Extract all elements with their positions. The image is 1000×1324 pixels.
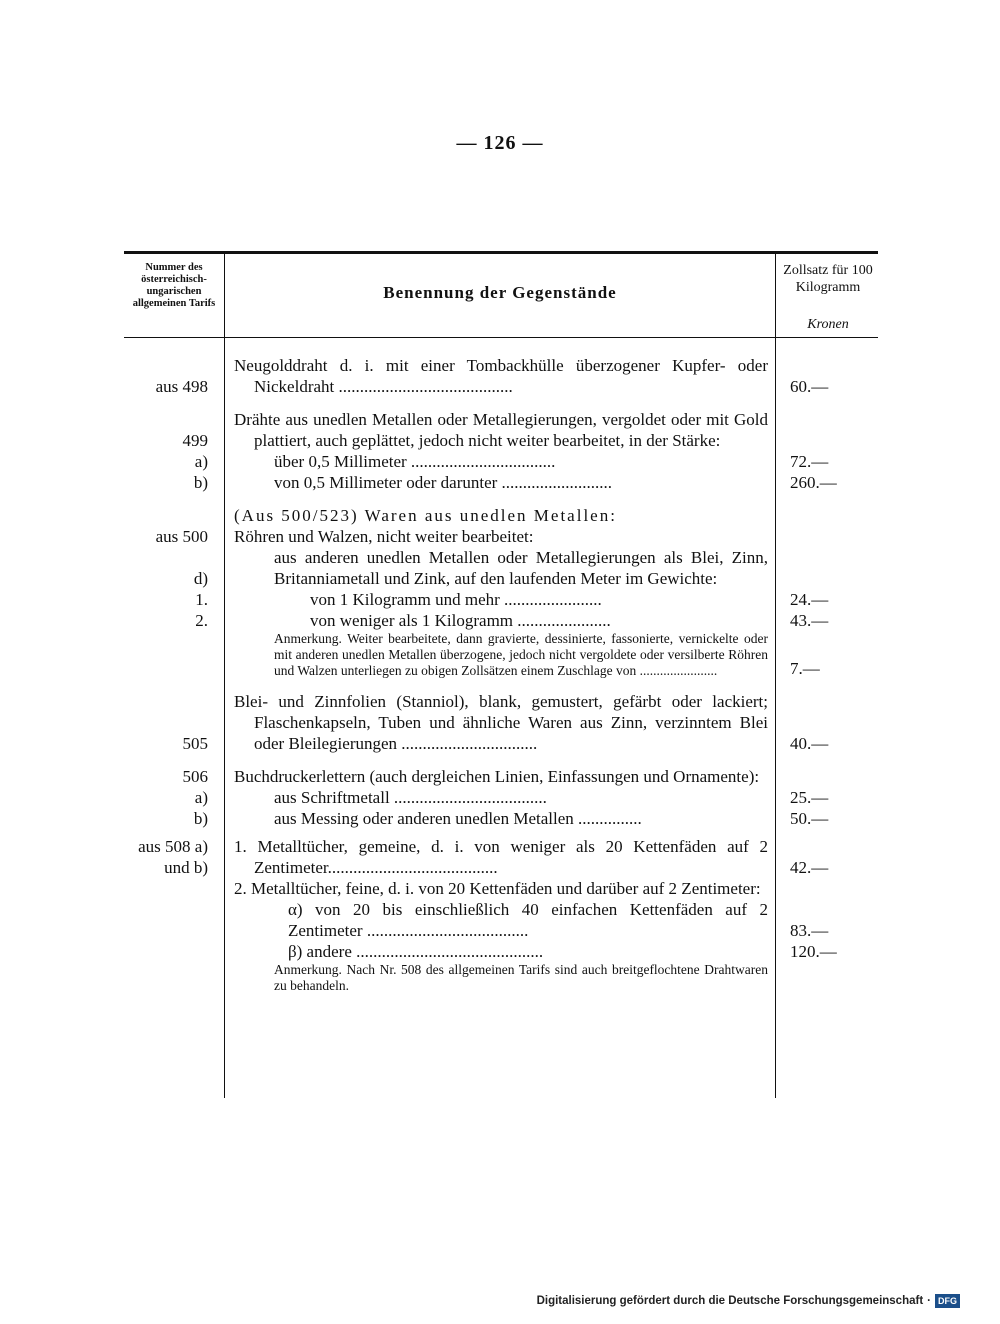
table-row <box>124 631 878 679</box>
table-row <box>124 899 878 941</box>
annotation-text: Anmerkung. Weiter bearbeitete, dann gravierte, dessinierte, fassonierte, vernickelte oder mit anderen unedlen Metallen überzogene, jedoch nicht vergoldete oder versilberte Röhren und Walzen unterliegen zu obigen Zollsätzen einem Zuschlage von ....................... <box>274 631 768 678</box>
table-row <box>124 409 878 451</box>
table-row <box>124 355 878 397</box>
item-description: (Aus 500/523) Waren aus unedlen Metallen: <box>234 506 617 525</box>
tariff-number: 506 <box>182 767 208 786</box>
table-row <box>124 962 878 994</box>
table-row <box>124 787 878 808</box>
duty-value: 260.— <box>790 473 837 492</box>
dfg-logo-icon: DFG <box>935 1294 960 1308</box>
item-description: von 0,5 Millimeter oder darunter .......................... <box>274 473 613 492</box>
tariff-number: 2. <box>195 611 208 630</box>
table-row <box>124 526 878 547</box>
footer-text: Digitalisierung gefördert durch die Deutsche Forschungsgemeinschaft <box>536 1295 924 1307</box>
tariff-number: aus 508 a) und b) <box>138 837 208 877</box>
duty-value: 40.— <box>790 734 829 753</box>
table-row <box>124 766 878 787</box>
item-description: 2. Metalltücher, feine, d. i. von 20 Kettenfäden und darüber auf 2 Zentimeter: <box>234 879 761 898</box>
table-row <box>124 808 878 829</box>
item-description: von 1 Kilogramm und mehr ....................... <box>310 590 602 609</box>
duty-value: 42.— <box>790 858 829 877</box>
header-currency-unit: Kronen <box>807 317 849 332</box>
item-description: Röhren und Walzen, nicht weiter bearbeitet: <box>234 527 534 546</box>
table-row <box>124 589 878 610</box>
item-description: Drähte aus unedlen Metallen oder Metallegierungen, vergoldet oder mit Gold plattiert, auch geplättet, jedoch nicht weiter bearbeitet, in der Stärke: <box>234 410 768 450</box>
table-row <box>124 836 878 878</box>
duty-value: 25.— <box>790 788 829 807</box>
duty-value: 72.— <box>790 452 829 471</box>
item-description: 1. Metalltücher, gemeine, d. i. von weniger als 20 Kettenfäden auf 2 Zentimeter........................................ <box>234 837 768 877</box>
duty-value: 7.— <box>790 659 820 678</box>
duty-value: 43.— <box>790 611 829 630</box>
item-description: aus anderen unedlen Metallen oder Metallegierungen als Blei, Zinn, Britanniametall und Zink, auf den laufenden Meter im Gewichte: <box>274 548 768 588</box>
item-description: Blei- und Zinnfolien (Stanniol), blank, gemustert, gefärbt oder lackiert; Flaschenkapseln, Tuben und ähnliche Waren aus Zinn, verzinntem Blei oder Bleilegierungen ................................ <box>234 692 768 753</box>
table-row <box>124 610 878 631</box>
table-row <box>124 451 878 472</box>
table-top-rule <box>124 251 878 254</box>
table-header-rule <box>124 337 878 338</box>
tariff-number: a) <box>194 452 208 471</box>
item-description: β) andere ............................................ <box>288 942 544 961</box>
duty-value: 120.— <box>790 942 837 961</box>
tariff-number: 505 <box>182 734 208 753</box>
tariff-number: d) <box>193 569 208 588</box>
tariff-number: 499 <box>182 431 208 450</box>
table-row <box>124 472 878 493</box>
item-description: aus Messing oder anderen unedlen Metallen ............... <box>274 809 642 828</box>
tariff-table-body <box>124 355 878 994</box>
table-row <box>124 878 878 899</box>
item-description: Buchdruckerlettern (auch dergleichen Linien, Einfassungen und Ornamente): <box>234 767 760 786</box>
item-description: α) von 20 bis einschließlich 40 einfachen Kettenfäden auf 2 Zentimeter ...................................... <box>288 900 768 940</box>
footer-credit: Digitalisierung gefördert durch die Deutsche Forschungsgemeinschaft · DFG <box>537 1294 960 1308</box>
item-description: aus Schriftmetall .................................... <box>274 788 547 807</box>
table-row <box>124 547 878 589</box>
tariff-number: aus 500 <box>155 527 208 546</box>
header-tariff-number: Nummer des österreichisch-ungarischen allgemeinen Tarifs <box>132 262 216 309</box>
tariff-number: a) <box>194 788 208 807</box>
table-row <box>124 505 878 526</box>
item-description: Neugolddraht d. i. mit einer Tombackhülle überzogener Kupfer- oder Nickeldraht ......................................... <box>234 356 768 396</box>
tariff-number: aus 498 <box>155 377 208 396</box>
annotation-text: Anmerkung. Nach Nr. 508 des allgemeinen Tarifs sind auch breitgeflochtene Drahtwaren zu behandeln. <box>274 962 768 993</box>
table-row <box>124 941 878 962</box>
header-item-name: Benennung der Gegenstände <box>383 283 617 302</box>
tariff-number: b) <box>193 809 208 828</box>
duty-value: 60.— <box>790 377 829 396</box>
page-number: — 126 — <box>456 132 544 154</box>
header-duty-rate: Zollsatz für 100 Kilogramm <box>783 263 873 295</box>
tariff-number: b) <box>193 473 208 492</box>
item-description: über 0,5 Millimeter .................................. <box>274 452 556 471</box>
item-description: von weniger als 1 Kilogramm ...................... <box>310 611 611 630</box>
duty-value: 83.— <box>790 921 829 940</box>
tariff-number: 1. <box>195 590 208 609</box>
duty-value: 50.— <box>790 809 829 828</box>
table-row <box>124 691 878 754</box>
duty-value: 24.— <box>790 590 829 609</box>
